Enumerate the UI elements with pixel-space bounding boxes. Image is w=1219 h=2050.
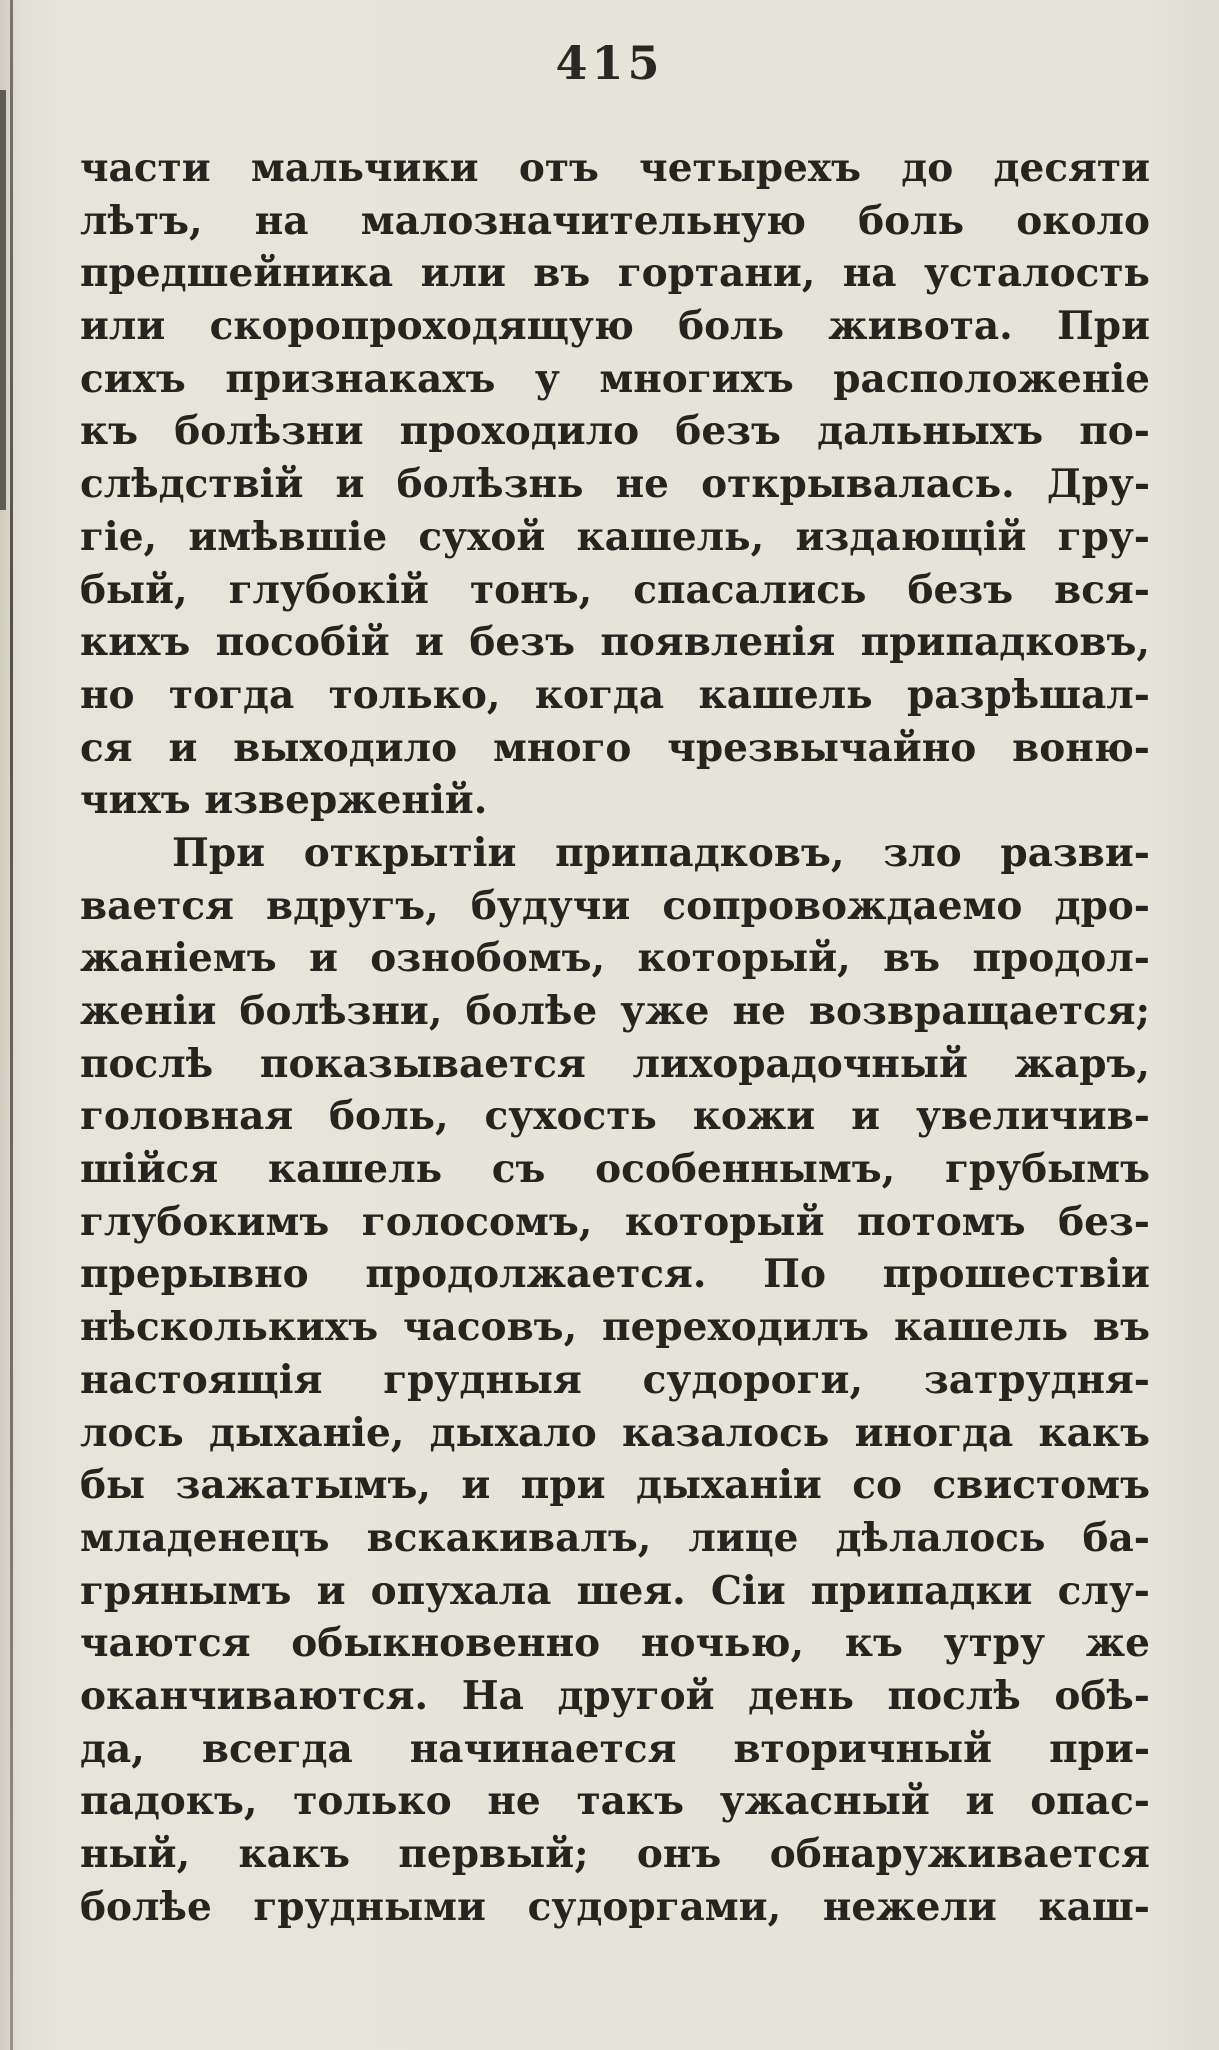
text-line: нѣсколькихъ часовъ, переходилъ кашель въ: [80, 1304, 1150, 1351]
text-line: къ болѣзни проходило безъ дальныхъ по-: [80, 408, 1150, 455]
paragraph: [80, 142, 1150, 827]
text-line: падокъ, только не такъ ужасный и опас-: [80, 1778, 1150, 1825]
text-line: гіе, имѣвшіе сухой кашель, издающій гру-: [80, 513, 1150, 560]
text-line: лось дыханіе, дыхало казалось иногда какъ: [80, 1409, 1150, 1456]
text-line: но тогда только, когда кашель разрѣшал-: [80, 671, 1150, 718]
text-line: лѣтъ, на малозначительную боль около: [80, 197, 1150, 244]
text-line: чихъ изверженій.: [80, 777, 488, 824]
text-line: шійся кашель съ особеннымъ, грубымъ: [80, 1146, 1150, 1193]
text-line: предшейника или въ гортани, на усталость: [80, 250, 1150, 297]
text-line: женіи болѣзни, болѣе уже не возвращается;: [80, 988, 1150, 1034]
text-line: сихъ признакахъ у многихъ расположеніе: [80, 355, 1150, 402]
body-text: [80, 142, 1150, 1933]
text-line: бы зажатымъ, и при дыханіи со свистомъ: [80, 1462, 1150, 1509]
text-line: ный, какъ первый; онъ обнаруживается: [80, 1831, 1150, 1877]
text-line: чаются обыкновенно ночью, къ утру же: [80, 1620, 1150, 1667]
text-line: прерывно продолжается. По прошествіи: [80, 1251, 1150, 1298]
text-line: послѣ показывается лихорадочный жаръ,: [80, 1040, 1150, 1087]
text-line: ся и выходило много чрезвычайно воню-: [80, 724, 1150, 771]
text-line: головная боль, сухость кожи и увеличив-: [80, 1093, 1150, 1140]
text-line: части мальчики отъ четырехъ до десяти: [80, 145, 1150, 191]
binding-shadow: [0, 90, 6, 510]
text-line: болѣе грудными судоргами, нежели каш-: [80, 1883, 1150, 1930]
page-gutter-edge: [10, 0, 13, 2050]
text-line: глубокимъ голосомъ, который потомъ без-: [80, 1198, 1150, 1245]
text-line: да, всегда начинается вторичный при-: [80, 1725, 1150, 1772]
text-line: кихъ пособій и безъ появленія припадковъ,: [80, 619, 1150, 666]
text-line: младенецъ вскакивалъ, лице дѣлалось ба-: [80, 1514, 1150, 1561]
text-line: грянымъ и опухала шея. Сіи припадки слу-: [80, 1567, 1150, 1614]
text-line: оканчиваются. На другой день послѣ обѣ-: [80, 1672, 1150, 1719]
text-line: настоящія грудныя судороги, затрудня-: [80, 1356, 1150, 1403]
paragraph: [80, 827, 1150, 1933]
text-line: жаніемъ и ознобомъ, который, въ продол-: [80, 935, 1150, 982]
page-number: 415: [555, 36, 664, 90]
text-line: При открытіи припадковъ, зло разви-: [172, 829, 1150, 876]
text-line: вается вдругъ, будучи сопровождаемо дро-: [80, 882, 1150, 929]
text-line: или скоропроходящую боль живота. При: [80, 303, 1150, 350]
text-line: слѣдствій и болѣзнь не открывалась. Дру-: [80, 461, 1150, 508]
text-line: бый, глубокій тонъ, спасались безъ вся-: [80, 566, 1150, 613]
